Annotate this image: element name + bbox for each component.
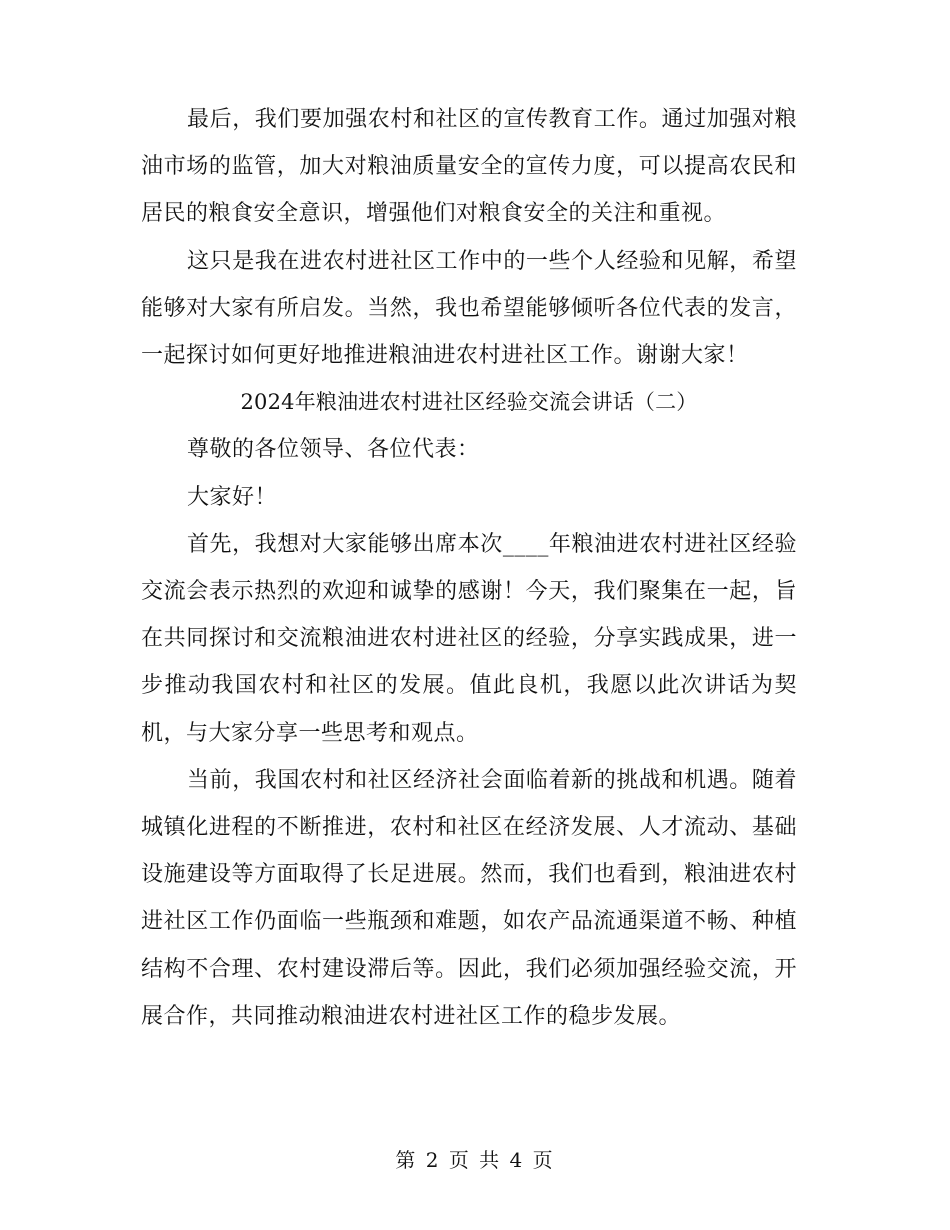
document-body: [141, 96, 797, 1040]
page-number-footer: 第 2 页 共 4 页: [395, 1148, 555, 1172]
paragraph-welcome: 首先，我想对大家能够出席本次____年粮油进农村进社区经验交流会表示热烈的欢迎和诚挚的感谢！今天，我们聚集在一起，旨在共同探讨和交流粮油进农村进社区的经验，分享实践成果，进一步推动我国农村和社区的发展。值此良机，我愿以此次讲话为契机，与大家分享一些思考和观点。: [141, 531, 797, 746]
paragraph-closing-1: 最后，我们要加强农村和社区的宣传教育工作。通过加强对粮油市场的监管，加大对粮油质量安全的宣传力度，可以提高农民和居民的粮食安全意识，增强他们对粮食安全的关注和重视。: [141, 107, 797, 227]
paragraph-salutation: 尊敬的各位领导、各位代表：: [187, 437, 480, 463]
paragraph-closing-2: 这只是我在进农村进社区工作中的一些个人经验和见解，希望能够对大家有所启发。当然，我也希望能够倾听各位代表的发言，一起探讨如何更好地推进粮油进农村进社区工作。谢谢大家！: [141, 248, 797, 369]
paragraph-greeting: 大家好！: [187, 484, 278, 510]
paragraph-current-situation: 当前，我国农村和社区经济社会面临着新的挑战和机遇。随着城镇化进程的不断推进，农村和社区在经济发展、人才流动、基础设施建设等方面取得了长足进展。然而，我们也看到，粮油进农村进社区工作仍面临一些瓶颈和难题，如农产品流通渠道不畅、种植结构不合理、农村建设滞后等。因此，我们必须加强经验交流，开展合作，共同推动粮油进农村进社区工作的稳步发展。: [141, 767, 797, 1029]
section-title: 2024年粮油进农村进社区经验交流会讲话（二）: [240, 390, 698, 415]
